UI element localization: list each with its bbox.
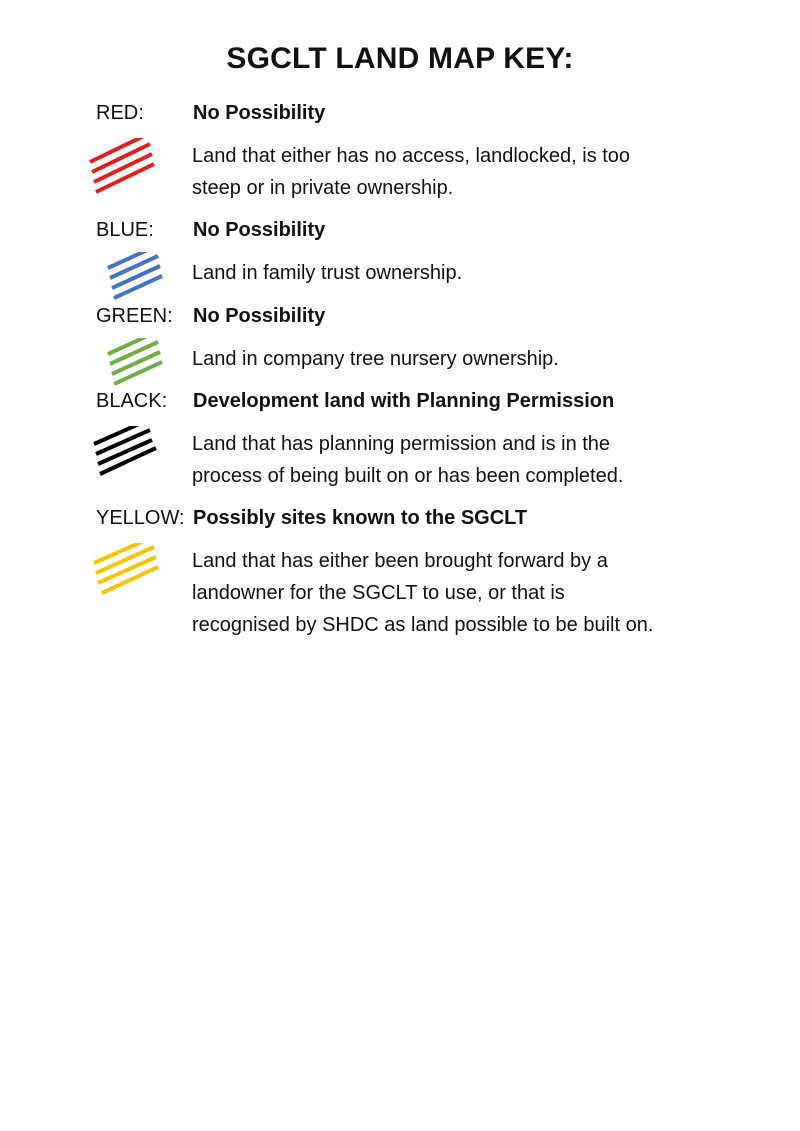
colour-label-yellow: YELLOW: [96,507,185,529]
page-title: SGCLT LAND MAP KEY: [226,42,574,75]
green-hatch-swatch-icon [84,338,164,398]
colour-label-red: RED: [96,102,144,124]
description-line: Land that has either been brought forward by a [192,550,608,572]
entry-description-blue [192,257,712,289]
entry-description-black [192,428,712,492]
description-line: recognised by SHDC as land possible to be built on. [192,614,654,636]
description-line: process of being built on or has been completed. [192,465,624,487]
entry-heading-black: Development land with Planning Permission [193,390,615,412]
description-line: Land that either has no access, landlocked, is too [192,145,631,167]
entry-description-green [192,343,712,375]
entry-heading-yellow: Possibly sites known to the SGCLT [193,507,528,529]
description-line: steep or in private ownership. [192,177,454,199]
colour-label-black: BLACK: [96,390,168,412]
black-hatch-swatch-icon [84,426,164,486]
colour-label-blue: BLUE: [96,219,154,241]
description-line: Land that has planning permission and is in the [192,433,611,455]
red-hatch-swatch-icon [84,138,164,198]
entry-heading-green: No Possibility [193,305,326,327]
description-line: Land in company tree nursery ownership. [192,348,559,370]
entry-heading-red: No Possibility [193,102,326,124]
entry-description-red [192,140,712,204]
blue-hatch-swatch-icon [84,252,164,312]
description-line: Land in family trust ownership. [192,262,463,284]
entry-heading-blue: No Possibility [193,219,326,241]
colour-label-green: GREEN: [96,305,173,327]
yellow-hatch-swatch-icon [84,543,164,603]
entry-description-yellow [192,545,712,641]
description-line: landowner for the SGCLT to use, or that is [192,582,565,604]
